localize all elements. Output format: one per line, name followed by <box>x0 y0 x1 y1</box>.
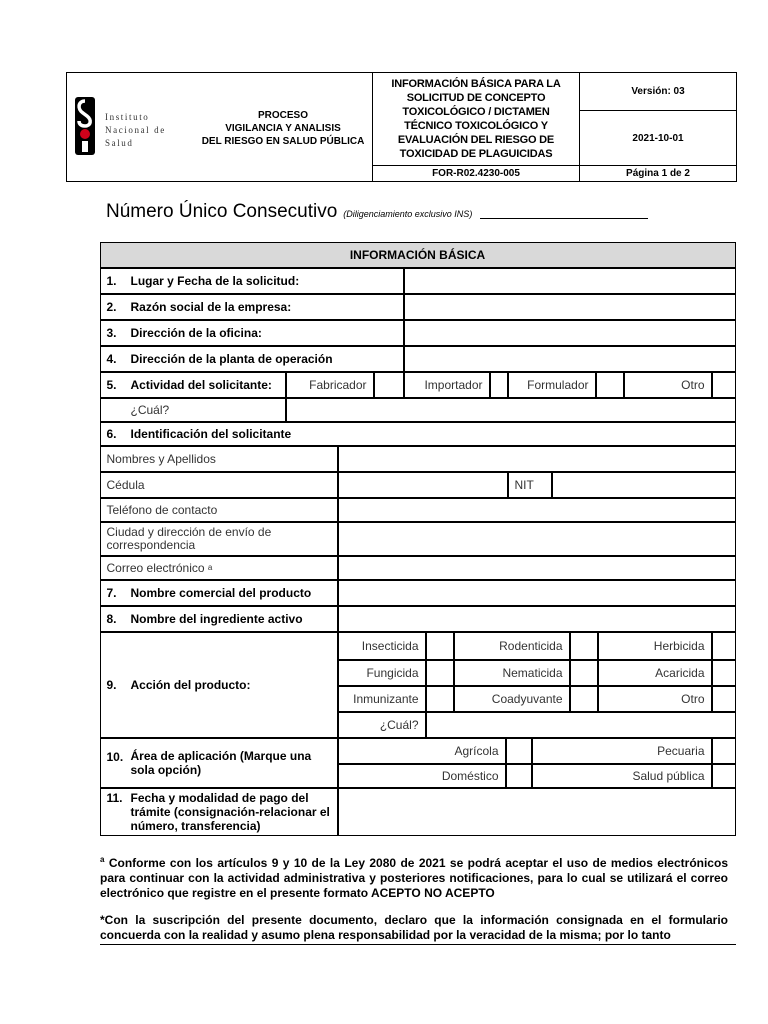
institute-line: Instituto <box>105 112 150 122</box>
company-name-field[interactable] <box>404 294 736 320</box>
option-label: Otro <box>624 372 712 398</box>
id-label: Cédula <box>100 472 338 498</box>
names-field[interactable] <box>338 446 736 472</box>
nit-field[interactable] <box>552 472 736 498</box>
active-ingredient-field[interactable] <box>338 606 736 632</box>
email-field[interactable] <box>338 556 736 580</box>
checkbox-otro[interactable] <box>712 372 736 398</box>
email-label <box>100 556 338 580</box>
document-version: Versión: 03 <box>579 73 736 111</box>
document-code: FOR-R02.4230-005 <box>372 165 579 181</box>
checkbox-pecuaria[interactable] <box>712 738 736 764</box>
institute-line: Salud <box>105 138 134 148</box>
option-label: Importador <box>404 372 490 398</box>
office-address-field[interactable] <box>404 320 736 346</box>
q9-which-field[interactable] <box>426 712 736 738</box>
q9-which-label: ¿Cuál? <box>338 712 426 738</box>
checkbox-insecticida[interactable] <box>426 632 454 660</box>
footnote-a <box>100 852 728 901</box>
option-label: Salud pública <box>532 764 712 788</box>
plant-address-field[interactable] <box>404 346 736 372</box>
checkbox-inmunizante[interactable] <box>426 686 454 712</box>
checkbox-herbicida[interactable] <box>712 632 736 660</box>
q4-text: Dirección de la planta de operación <box>130 351 333 366</box>
document-date: 2021-10-01 <box>579 111 736 165</box>
checkbox-fabricador[interactable] <box>374 372 404 398</box>
process-line: VIGILANCIA Y ANALISIS <box>225 123 341 134</box>
q3-label <box>100 320 404 346</box>
email-text: Correo electrónico <box>106 560 205 575</box>
option-label: Rodenticida <box>454 632 570 660</box>
q10-number: 10. <box>106 749 124 764</box>
q6-number: 6. <box>106 426 117 441</box>
q11-text: Fecha y modalidad de pago del trámite (consignación-relacionar el número, transferencia) <box>130 790 330 833</box>
q1-text: Lugar y Fecha de la solicitud: <box>130 273 300 288</box>
section-title: INFORMACIÓN BÁSICA <box>100 242 736 268</box>
page-number: Página 1 de 2 <box>579 165 736 181</box>
option-label: Agrícola <box>338 738 506 764</box>
consecutive-note: (Diligenciamiento exclusivo INS) <box>343 209 473 219</box>
q3-text: Dirección de la oficina: <box>130 325 262 340</box>
option-label: Inmunizante <box>338 686 426 712</box>
option-label: Formulador <box>508 372 596 398</box>
q9-label <box>100 632 338 738</box>
q1-number: 1. <box>106 273 117 288</box>
q7-text: Nombre comercial del producto <box>130 585 312 600</box>
q5-which-field[interactable] <box>286 398 736 422</box>
q4-number: 4. <box>106 351 117 366</box>
q8-text: Nombre del ingrediente activo <box>130 611 303 626</box>
email-footnote-mark: a <box>207 563 213 572</box>
checkbox-fungicida[interactable] <box>426 660 454 686</box>
q6-label <box>100 422 736 446</box>
names-label: Nombres y Apellidos <box>100 446 338 472</box>
checkbox-formulador[interactable] <box>596 372 624 398</box>
q7-label <box>100 580 338 606</box>
q8-number: 8. <box>106 611 117 626</box>
option-label: Fabricador <box>286 372 374 398</box>
option-label: Nematicida <box>454 660 570 686</box>
q9-text: Acción del producto: <box>130 677 251 692</box>
payment-info-field[interactable] <box>338 788 736 836</box>
footnote-a-mark: a <box>100 855 105 864</box>
phone-label: Teléfono de contacto <box>100 498 338 522</box>
checkbox-acaricida[interactable] <box>712 660 736 686</box>
q5-which-label: ¿Cuál? <box>100 398 286 422</box>
q2-label <box>100 294 404 320</box>
document-title: INFORMACIÓN BÁSICA PARA LA SOLICITUD DE CONCEPTO TOXICOLÓGICO / DICTAMEN TÉCNICO TOXICOLÓGICO Y EVALUACIÓN DEL RIESGO DE TOXICIDAD DE PLAGUICIDAS <box>372 73 579 165</box>
checkbox-coadyuvante[interactable] <box>570 686 598 712</box>
declaration-text: *Con la suscripción del presente documento, declaro que la información consignada en el formulario concuerda con la realidad y asumo plena responsabilidad por la veracidad de la misma; por lo tanto <box>100 913 728 942</box>
checkbox-domestico[interactable] <box>506 764 532 788</box>
phone-field[interactable] <box>338 498 736 522</box>
address-label: Ciudad y dirección de envío de correspondencia <box>100 522 338 556</box>
request-place-date-field[interactable] <box>404 268 736 294</box>
footnote-a-text: Conforme con los artículos 9 y 10 de la Ley 2080 de 2021 se podrá aceptar el uso de medios electrónicos para continuar con la actividad administrativa y posteriores notificaciones, para lo cual se utilizará el correo electrónico que registre en el presente formato ACEPTO NO ACEPTO <box>100 856 728 900</box>
option-label: Insecticida <box>338 632 426 660</box>
q7-number: 7. <box>106 585 117 600</box>
q11-label <box>100 788 338 836</box>
q5-number: 5. <box>106 377 117 392</box>
checkbox-nematicida[interactable] <box>570 660 598 686</box>
process-line: DEL RIESGO EN SALUD PÚBLICA <box>201 136 365 147</box>
q6-text: Identificación del solicitante <box>130 426 292 441</box>
option-label: Acaricida <box>598 660 712 686</box>
checkbox-importador[interactable] <box>490 372 508 398</box>
product-name-field[interactable] <box>338 580 736 606</box>
checkbox-rodenticida[interactable] <box>570 632 598 660</box>
q10-label <box>100 738 338 788</box>
q4-label <box>100 346 404 372</box>
option-label: Fungicida <box>338 660 426 686</box>
checkbox-agricola[interactable] <box>506 738 532 764</box>
institute-line: Nacional de <box>105 125 166 135</box>
q2-number: 2. <box>106 299 117 314</box>
checkbox-salud-publica[interactable] <box>712 764 736 788</box>
consecutive-label: Número Único Consecutivo <box>106 201 338 222</box>
q5-label <box>100 372 286 398</box>
q3-number: 3. <box>106 325 117 340</box>
q9-number: 9. <box>106 677 117 692</box>
option-label: Doméstico <box>338 764 506 788</box>
q2-text: Razón social de la empresa: <box>130 299 292 314</box>
option-label: Coadyuvante <box>454 686 570 712</box>
q5-text: Actividad del solicitante: <box>130 377 272 392</box>
nit-label: NIT <box>508 472 552 498</box>
option-label: Pecuaria <box>532 738 712 764</box>
process-line: PROCESO <box>257 110 308 121</box>
option-label: Otro <box>598 686 712 712</box>
id-field[interactable] <box>338 472 508 498</box>
option-label: Herbicida <box>598 632 712 660</box>
divider-line <box>100 944 736 945</box>
q11-number: 11. <box>106 790 123 805</box>
q10-text: Área de aplicación (Marque una sola opción) <box>130 748 312 777</box>
q1-label <box>100 268 404 294</box>
q8-label <box>100 606 338 632</box>
address-field[interactable] <box>338 522 736 556</box>
checkbox-otro-accion[interactable] <box>712 686 736 712</box>
